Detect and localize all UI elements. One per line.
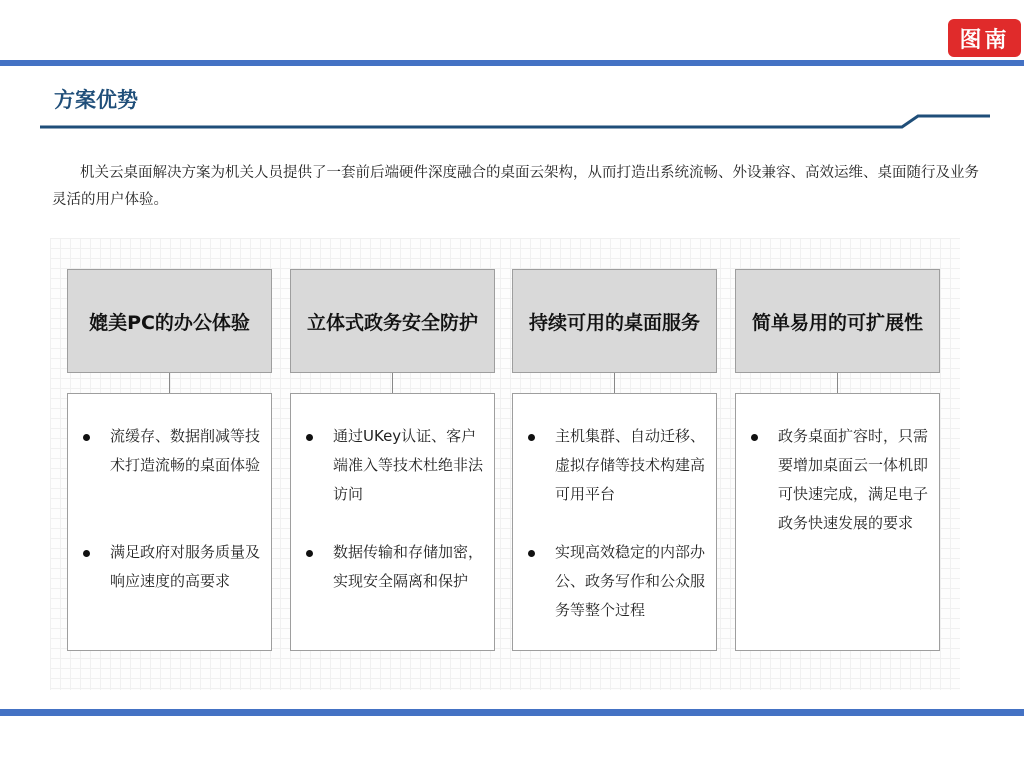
advantage-column-1: [67, 269, 272, 651]
connector-line: [614, 373, 615, 393]
bullet-icon: [83, 550, 90, 557]
top-accent-bar: [0, 60, 1024, 66]
item-text: 通过UKey认证、客户端准入等技术杜绝非法访问: [333, 427, 484, 503]
advantage-column-2: [290, 269, 495, 651]
column-body: [67, 393, 272, 651]
list-item: [333, 422, 483, 509]
item-text: 政务桌面扩容时，只需要增加桌面云一体机即可快速完成，满足电子政务快速发展的要求: [778, 427, 929, 532]
column-title: 持续可用的桌面服务: [512, 269, 717, 373]
advantage-column-4: [735, 269, 940, 651]
column-body: [735, 393, 940, 651]
column-body: [512, 393, 717, 651]
connector-line: [837, 373, 838, 393]
advantage-column-3: [512, 269, 717, 651]
intro-paragraph: 机关云桌面解决方案为机关人员提供了一套前后端硬件深度融合的桌面云架构，从而打造出系统流畅、外设兼容、高效运维、桌面随行及业务灵活的用户体验。: [52, 165, 979, 208]
title-underline: [40, 110, 990, 130]
logo: 图南: [948, 19, 1021, 57]
list-item: [110, 422, 260, 480]
bullet-icon: [83, 434, 90, 441]
list-item: [555, 422, 705, 509]
list-item: [333, 538, 483, 596]
column-title: 立体式政务安全防护: [290, 269, 495, 373]
bullet-icon: [751, 434, 758, 441]
column-title: 媲美PC的办公体验: [67, 269, 272, 373]
list-item: [110, 538, 260, 596]
item-text: 主机集群、自动迁移、虚拟存储等技术构建高可用平台: [555, 427, 706, 503]
bullet-icon: [528, 550, 535, 557]
bullet-icon: [528, 434, 535, 441]
bullet-icon: [306, 550, 313, 557]
item-text: 实现高效稳定的内部办公、政务写作和公众服务等整个过程: [555, 543, 706, 619]
connector-line: [169, 373, 170, 393]
list-item: [778, 422, 928, 538]
bottom-accent-bar: [0, 709, 1024, 716]
item-text: 流缓存、数据削减等技术打造流畅的桌面体验: [110, 427, 261, 474]
column-title: 简单易用的可扩展性: [735, 269, 940, 373]
column-body: [290, 393, 495, 651]
list-item: [555, 538, 705, 625]
item-text: 满足政府对服务质量及响应速度的高要求: [110, 543, 261, 590]
page-title: 方案优势: [54, 88, 138, 112]
connector-line: [392, 373, 393, 393]
item-text: 数据传输和存储加密，实现安全隔离和保护: [333, 543, 484, 590]
bullet-icon: [306, 434, 313, 441]
